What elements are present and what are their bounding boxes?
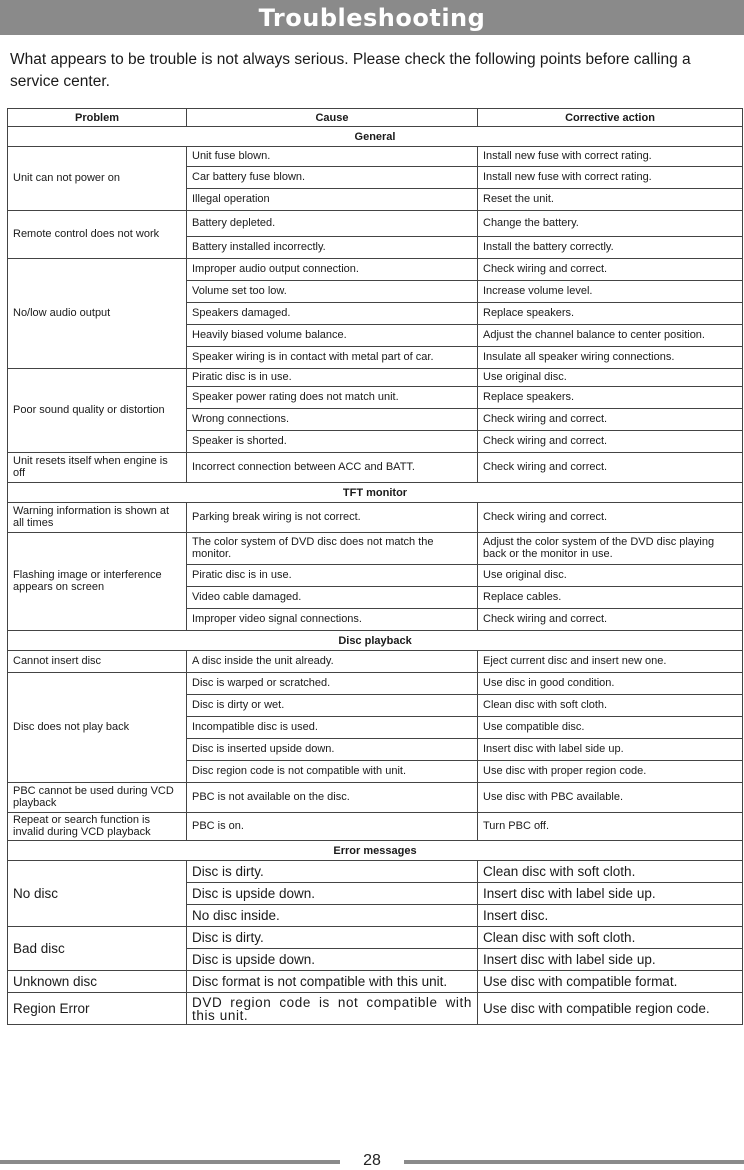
page-footer [0,1152,744,1170]
cause-cell: Unit fuse blown. [187,147,478,167]
cause-cell: Disc is inserted upside down. [187,739,478,761]
cause-cell: PBC is not available on the disc. [187,783,478,813]
table-row [8,651,743,673]
cause-cell: Heavily biased volume balance. [187,325,478,347]
corrective-action-cell: Insulate all speaker wiring connections. [478,347,743,369]
corrective-action-cell: Check wiring and correct. [478,259,743,281]
cause-cell: Improper audio output connection. [187,259,478,281]
page-number: 28 [363,1152,381,1169]
corrective-action-cell: Clean disc with soft cloth. [478,927,743,949]
column-header-problem: Problem [8,109,187,127]
cause-cell: Improper video signal connections. [187,609,478,631]
section-title: TFT monitor [8,483,743,503]
corrective-action-cell: Use disc with compatible region code. [478,993,743,1025]
corrective-action-cell: Check wiring and correct. [478,609,743,631]
corrective-action-cell: Check wiring and correct. [478,453,743,483]
title-bar [0,0,744,35]
page-title: Troubleshooting [258,3,486,32]
section-row [8,631,743,651]
problem-cell: Region Error [8,993,187,1025]
table-row [8,813,743,841]
cause-cell: Parking break wiring is not correct. [187,503,478,533]
table-row [8,861,743,883]
corrective-action-cell: Install new fuse with correct rating. [478,167,743,189]
problem-cell: Bad disc [8,927,187,971]
cause-cell: Illegal operation [187,189,478,211]
table-row [8,369,743,387]
table-row [8,673,743,695]
footer-rule-right [404,1160,744,1164]
corrective-action-cell: Clean disc with soft cloth. [478,861,743,883]
cause-cell: The color system of DVD disc does not match the monitor. [187,533,478,565]
cause-cell: Disc is dirty. [187,927,478,949]
cause-cell: Speaker power rating does not match unit. [187,387,478,409]
problem-cell: Remote control does not work [8,211,187,259]
cause-cell: Battery depleted. [187,211,478,237]
corrective-action-cell: Check wiring and correct. [478,503,743,533]
footer-rule-left [0,1160,340,1164]
cause-cell: Incorrect connection between ACC and BATT. [187,453,478,483]
problem-cell: Flashing image or interference appears on screen [8,533,187,631]
corrective-action-cell: Replace cables. [478,587,743,609]
cause-cell: Speaker wiring is in contact with metal part of car. [187,347,478,369]
corrective-action-cell: Use original disc. [478,369,743,387]
corrective-action-cell: Replace speakers. [478,303,743,325]
corrective-action-cell: Reset the unit. [478,189,743,211]
corrective-action-cell: Use original disc. [478,565,743,587]
corrective-action-cell: Check wiring and correct. [478,409,743,431]
problem-cell: Unknown disc [8,971,187,993]
cause-cell: Battery installed incorrectly. [187,237,478,259]
cause-cell: Piratic disc is in use. [187,565,478,587]
cause-cell: DVD region code is not compatible with this unit. [187,993,478,1025]
troubleshooting-table [7,108,743,1025]
table-header-row [8,109,743,127]
cause-cell: PBC is on. [187,813,478,841]
corrective-action-cell: Install the battery correctly. [478,237,743,259]
corrective-action-cell: Use disc with proper region code. [478,761,743,783]
cause-cell: Speakers damaged. [187,303,478,325]
cause-cell: Piratic disc is in use. [187,369,478,387]
cause-cell: Speaker is shorted. [187,431,478,453]
cause-cell: Disc is dirty or wet. [187,695,478,717]
cause-cell: Disc format is not compatible with this unit. [187,971,478,993]
section-row [8,841,743,861]
cause-cell: Car battery fuse blown. [187,167,478,189]
corrective-action-cell: Turn PBC off. [478,813,743,841]
intro-paragraph: What appears to be trouble is not always serious. Please check the following points before calling a service center. [10,51,691,90]
table-row [8,259,743,281]
cause-cell: Volume set too low. [187,281,478,303]
problem-cell: Warning information is shown at all times [8,503,187,533]
cause-cell: Incompatible disc is used. [187,717,478,739]
problem-cell: Poor sound quality or distortion [8,369,187,453]
problem-cell: Unit can not power on [8,147,187,211]
cause-cell: Video cable damaged. [187,587,478,609]
cause-cell: A disc inside the unit already. [187,651,478,673]
corrective-action-cell: Increase volume level. [478,281,743,303]
table-row [8,783,743,813]
corrective-action-cell: Check wiring and correct. [478,431,743,453]
corrective-action-cell: Replace speakers. [478,387,743,409]
cause-cell: Disc region code is not compatible with unit. [187,761,478,783]
cause-cell: Wrong connections. [187,409,478,431]
table-row [8,971,743,993]
corrective-action-cell: Use disc in good condition. [478,673,743,695]
section-row [8,127,743,147]
corrective-action-cell: Adjust the channel balance to center position. [478,325,743,347]
problem-cell: PBC cannot be used during VCD playback [8,783,187,813]
problem-cell: Unit resets itself when engine is off [8,453,187,483]
cause-cell: Disc is dirty. [187,861,478,883]
problem-cell: Cannot insert disc [8,651,187,673]
corrective-action-cell: Use disc with PBC available. [478,783,743,813]
problem-cell: Repeat or search function is invalid during VCD playback [8,813,187,841]
column-header-cause: Cause [187,109,478,127]
corrective-action-cell: Eject current disc and insert new one. [478,651,743,673]
column-header-corrective-action: Corrective action [478,109,743,127]
table-body [8,109,743,1025]
corrective-action-cell: Insert disc with label side up. [478,883,743,905]
section-row [8,483,743,503]
section-title: Disc playback [8,631,743,651]
section-title: Error messages [8,841,743,861]
corrective-action-cell: Change the battery. [478,211,743,237]
cause-cell: Disc is upside down. [187,949,478,971]
problem-cell: No/low audio output [8,259,187,369]
table-row [8,211,743,237]
table-row [8,503,743,533]
problem-cell: No disc [8,861,187,927]
corrective-action-cell: Insert disc with label side up. [478,949,743,971]
section-title: General [8,127,743,147]
corrective-action-cell: Adjust the color system of the DVD disc playing back or the monitor in use. [478,533,743,565]
cause-cell: No disc inside. [187,905,478,927]
corrective-action-cell: Use disc with compatible format. [478,971,743,993]
table-row [8,533,743,565]
corrective-action-cell: Clean disc with soft cloth. [478,695,743,717]
table-row [8,993,743,1025]
table-row [8,147,743,167]
cause-cell: Disc is upside down. [187,883,478,905]
corrective-action-cell: Insert disc. [478,905,743,927]
corrective-action-cell: Use compatible disc. [478,717,743,739]
corrective-action-cell: Install new fuse with correct rating. [478,147,743,167]
table-row [8,927,743,949]
problem-cell: Disc does not play back [8,673,187,783]
cause-cell: Disc is warped or scratched. [187,673,478,695]
table-row [8,453,743,483]
corrective-action-cell: Insert disc with label side up. [478,739,743,761]
